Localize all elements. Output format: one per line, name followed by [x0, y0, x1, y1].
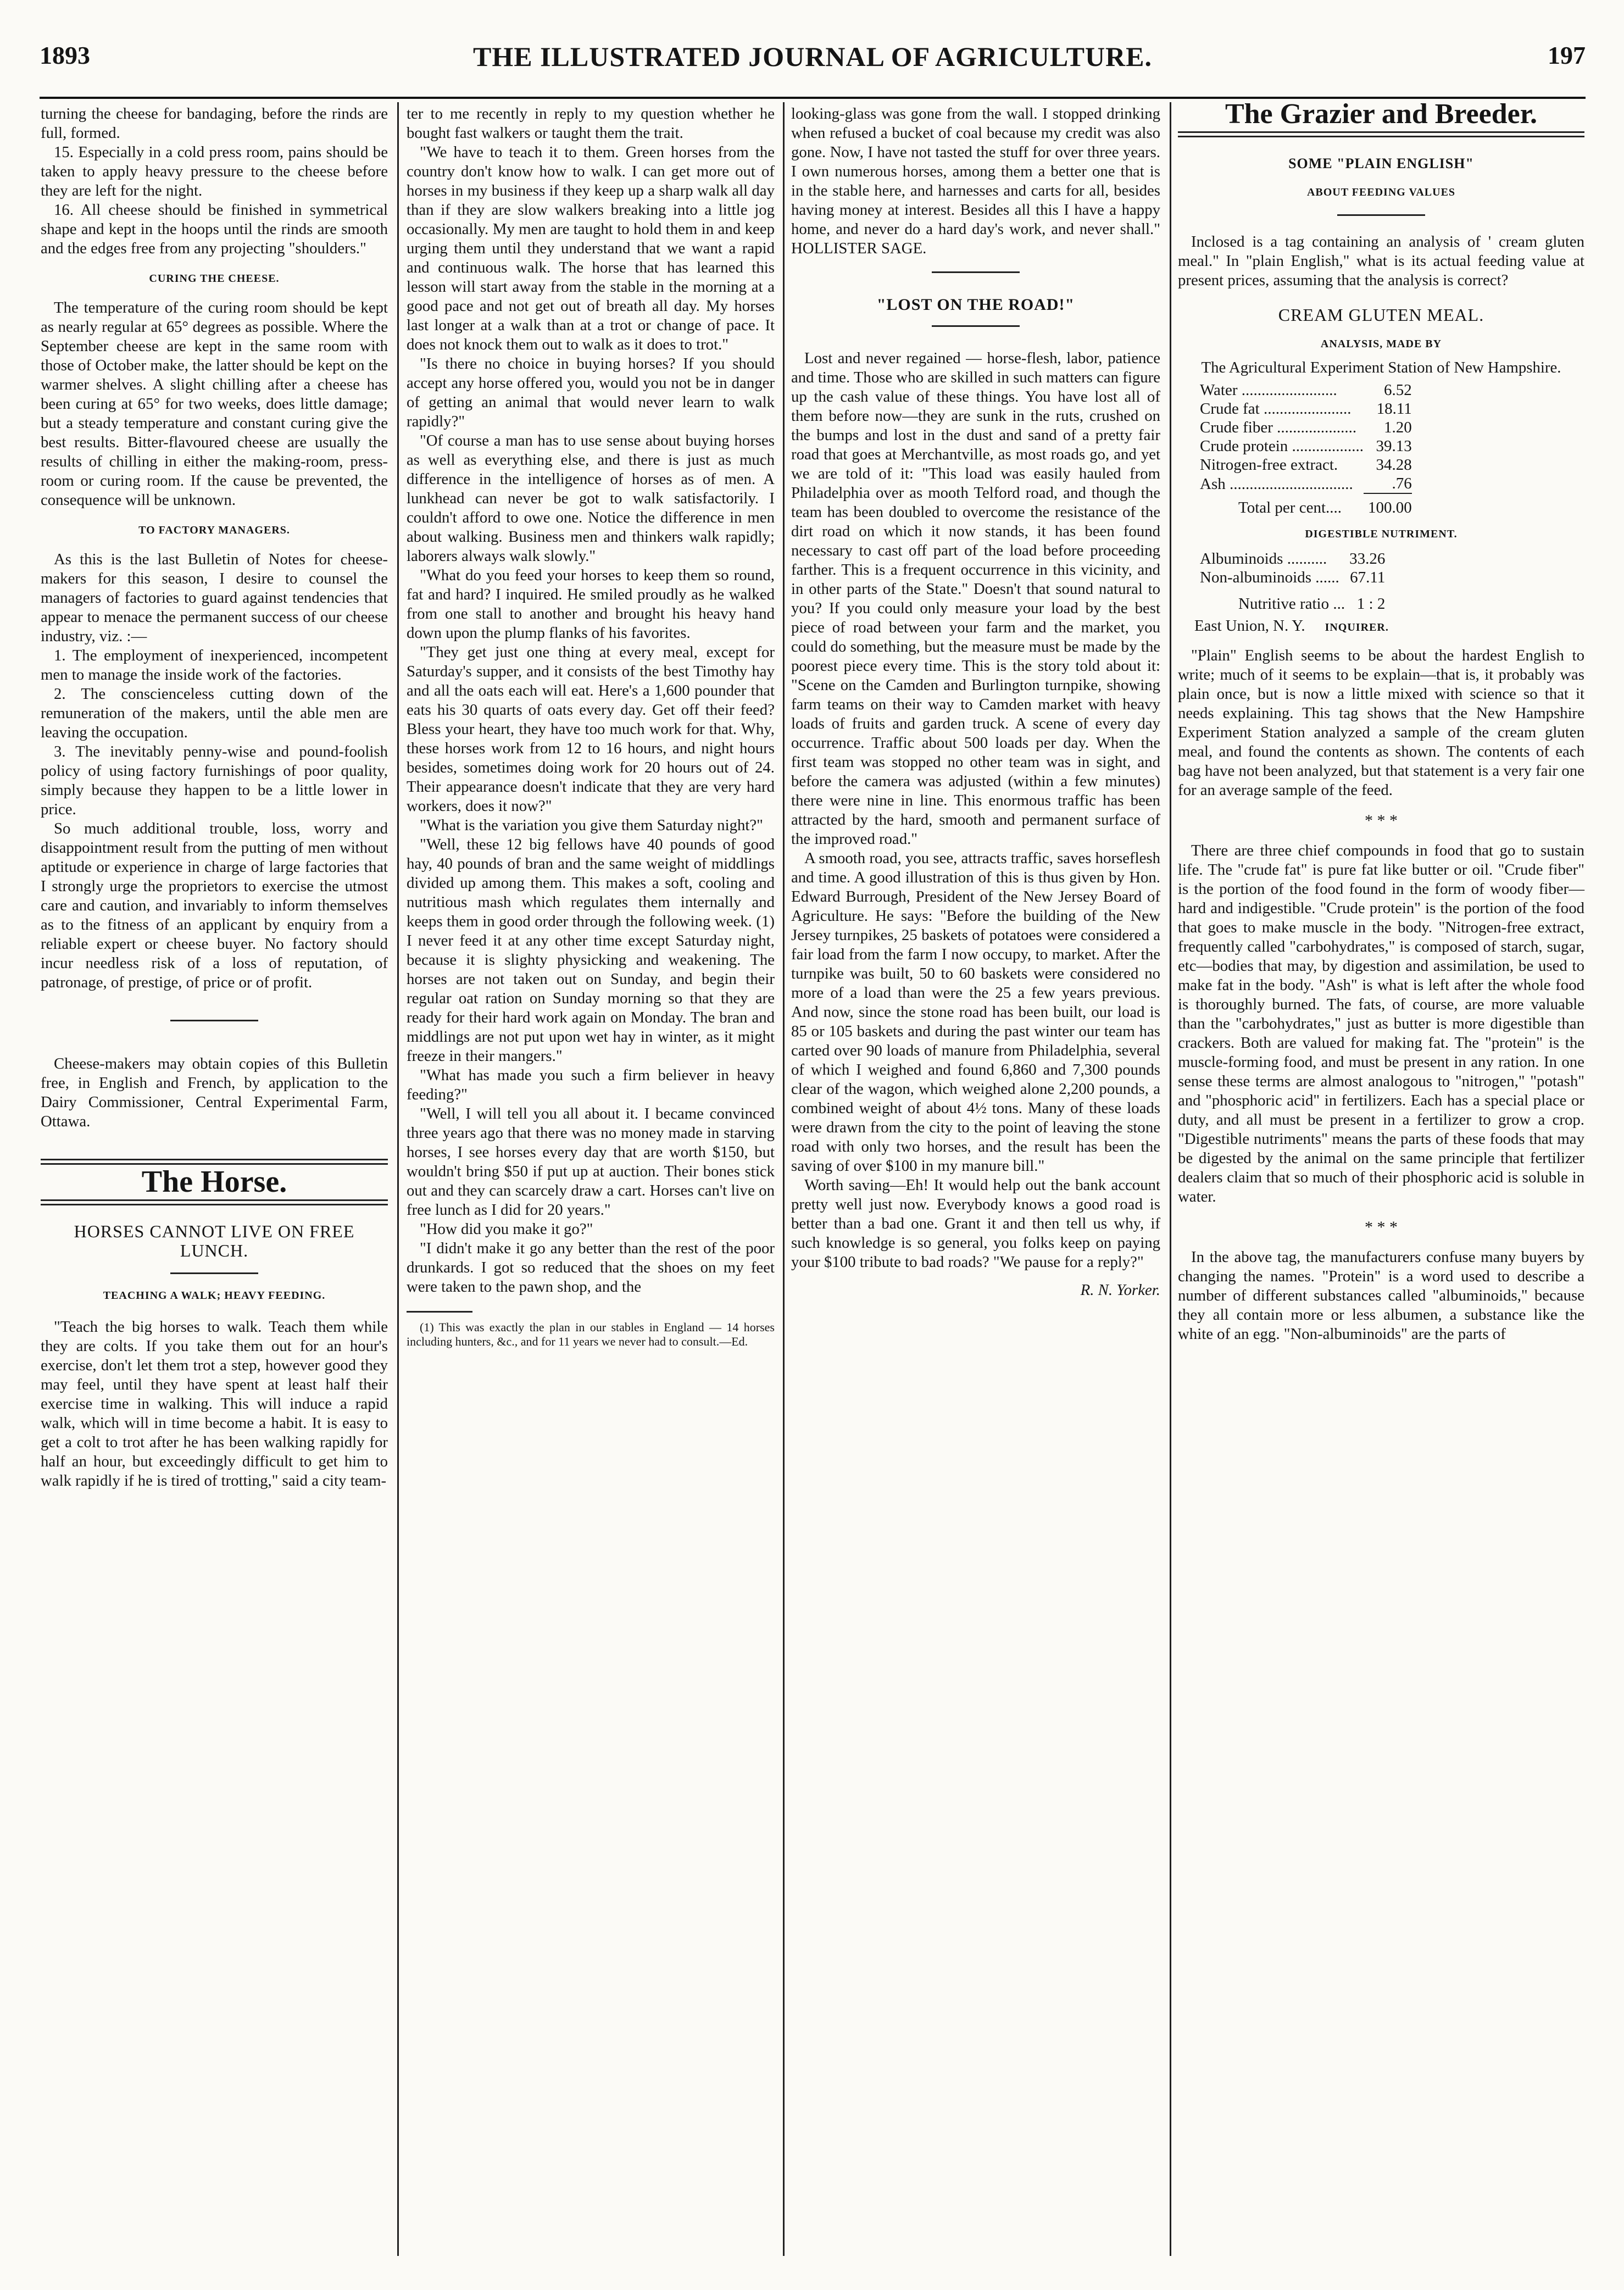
paragraph: 2. The conscienceless cutting down of the remuneration of the makers, until the able men are leaving the occupation. — [41, 685, 388, 741]
row-label: Albuminoids — [1200, 550, 1283, 568]
subheading-curing: CURING THE CHEESE. — [149, 273, 280, 285]
paragraph: "How did you make it go?" — [420, 1220, 593, 1238]
table-row — [1200, 437, 1412, 455]
header-year: 1893 — [40, 41, 90, 69]
article-title-plain-english: SOME "PLAIN ENGLISH" — [1288, 155, 1474, 171]
paragraph: "They get just one thing at every meal, except for Saturday's supper, and it consists of the best Timothy hay and all the oats each will eat. Here's a 1,600 pounder that eats his 30 quarts of oats every day. Get off their feed? Bless your heart, they have too much work for that. Why, these horses work from 12 to 16 hours, and night hours besides, sometimes doing work for 20 hours out of 24. Their appearance doesn't indicate that they are very hard workers, does it now?" — [407, 643, 775, 815]
total-row — [1200, 493, 1412, 517]
row-label: Crude fat — [1200, 400, 1260, 418]
digestible-table — [1200, 549, 1385, 613]
digestible-heading: DIGESTIBLE NUTRIMENT. — [1305, 528, 1458, 540]
row-value: 34.28 — [1376, 456, 1412, 474]
ratio-value: 1 : 2 — [1356, 595, 1386, 613]
table-row — [1200, 381, 1412, 399]
paragraph: 1. The employment of inexperienced, incompetent men to manage the inside work of the factories. — [41, 647, 388, 683]
paragraph: looking-glass was gone from the wall. I stopped drinking when refused a bucket of coal because my credit was also gone. Now, I have not tasted the stuff for over three years. I own numerous horses, among them a better one that is in the stable here, and harnesses and carts for all, besides having money at interest. Besides all this I have a happy home, and never do a hard day's work, and never shall." HOLLISTER SAGE. — [791, 105, 1160, 257]
total-label: Total per cent.... — [1238, 498, 1342, 516]
column-divider — [397, 102, 399, 2256]
place: East Union, N. Y. — [1194, 617, 1305, 635]
dot-leader: .................... — [1272, 419, 1357, 436]
table-row — [1200, 399, 1412, 418]
column-1 — [41, 104, 388, 1491]
section-rule — [1178, 131, 1584, 137]
row-value: .76 — [1392, 475, 1412, 492]
dot-leader: ............................... — [1225, 475, 1353, 493]
paragraph: "Well, these 12 big fellows have 40 pounds of good hay, 40 pounds of bran and the same weight of middlings divided up among them. This makes a soft, cooling and nutritious mash which regulates them internally and keeps them in good order through the following week. (1) I never feed it at any other time except Saturday night, because it is slighty physicking and weakening. The horses are not taken out on Sunday, and begin their regular oat ration on Sunday morning so that they are ready for their hard work again on Monday. The bran and middlings are not put upon wet hay in winter, as it might freeze in their mangers." — [407, 836, 775, 1065]
paragraph: 16. All cheese should be finished in symmetrical shape and kept in the hoops until the rinds are smooth and the edges free from any projecting "shoulders." — [41, 201, 388, 257]
footnote: (1) This was exactly the plan in our stables in England — 14 horses including hunters, &c., and for 11 years we never had to consult.—Ed. — [407, 1320, 775, 1348]
paragraph: As this is the last Bulletin of Notes for cheese-makers for this season, I desire to counsel the managers of factories to guard against tendencies that appear to menace the permanent success of our cheese industry, viz. :— — [41, 551, 388, 645]
dot-leader: .......... — [1283, 550, 1327, 568]
paragraph: Lost and never regained — horse-flesh, labor, patience and time. Those who are skilled in such matters can figure up the cash value of these things. You have lost all of them before now—they are sunk in the ruts, crushed on the bumps and lost in the dust and sand of a pretty fair road that goes at Merchantville, as most roads go, and yet we are told of it: "This load was easily hauled from Philadelphia over as mooth Telford road, and though the team has been doubled to overcome the resistance of the dirt road on which it now stands, it has been found necessary to cast off part of the load before proceeding farther. This is a frequent occurrence in this vicinity, and in other parts of the State." Doesn't that sound natural to you? If you could only measure your load by the best piece of road between your farm and the market, you could do something, but the measure must be made by the poorest piece every time. This is the story told about it: "Scene on the Camden and Burlington turnpike, showing farm teams on their way to Camden market with heavy loads of fruits and garden truck. A scene of every day occurrence. Traffic about 500 loads per day. When the first team was stopped no other team was in sight, and before the camera was adjusted (within a few minutes) there were nine in line. This enormous traffic has been attracted by the hard, smooth and permanent surface of the improved road." — [791, 349, 1161, 848]
subheading-factory: TO FACTORY MANAGERS. — [138, 524, 290, 536]
article-title-lost-road: "LOST ON THE ROAD!" — [876, 296, 1075, 314]
station-name: The Agricultural Experiment Station of New Hampshire. — [1201, 359, 1561, 376]
paragraph: "We have to teach it to them. Green horses from the country don't know how to walk. I can get more out of horses in my business if they keep up a sharp walk all day than if they are slow walkers breaking into a little jog occasionally. My men are taught to hold them in and keep urging them until they understand that we want a rapid and continuous walk. The horse that has learned this lesson will start away from the stable in the morning at a good pace and not get out of breath all day. My horses last longer at a walk than at a trot or change of pace. It does not knock them out to walk as it does to trot." — [407, 143, 775, 353]
paragraph: Inclosed is a tag containing an analysis of ' cream gluten meal." In "plain English," what is its actual feeding value at present prices, assuming that the analysis is correct? — [1178, 233, 1584, 289]
table-row — [1200, 474, 1412, 493]
paragraph: "I didn't make it go any better than the rest of the poor drunkards. I got so reduced that the shoes on my feet were taken to the pawn shop, and the — [407, 1240, 775, 1296]
inquirer-line — [1194, 616, 1584, 637]
paragraph: "What has made you such a firm believer in heavy feeding?" — [407, 1066, 775, 1103]
section-heading-grazier: The Grazier and Breeder. — [1225, 98, 1538, 130]
paragraph: Worth saving—Eh! It would help out the bank account pretty well just now. Everybody knows a good road is better than a bad one. Grant it and then tell us why, if such knowledge is so general, you folks keep on paying your $100 tribute to bad roads? "We pause for a reply?" — [791, 1176, 1160, 1271]
dot-leader: ...................... — [1259, 400, 1352, 418]
short-rule — [932, 271, 1020, 273]
row-value: 39.13 — [1376, 437, 1412, 455]
paragraph: "Is there no choice in buying horses? If you should accept any horse offered you, would you not be in danger of getting an animal that would never learn to walk rapidly?" — [407, 355, 775, 430]
paragraph: ter to me recently in reply to my question whether he bought fast walkers or taught them the trait. — [407, 105, 775, 142]
dot-leader: .................. — [1288, 437, 1364, 455]
paragraph: The temperature of the curing room should be kept as nearly regular at 65° degrees as possible. Where the September cheese are kept in the same room with those of October make, the latter should be kept on the warmer shelves. A slight chilling after a cheese has been curing at 65° for two weeks, does little damage; but a steady temperature and constant curing give the best results. Bitter-flavoured cheese are usually the results of chilling in either the making-room, press-room or curing room. If the cause be prevented, the consequence will be unknown. — [41, 299, 388, 509]
row-value: 67.11 — [1350, 569, 1386, 586]
page-number: 197 — [1548, 41, 1586, 69]
short-rule — [170, 1020, 258, 1021]
short-rule — [1337, 214, 1425, 216]
row-label: Water — [1200, 381, 1238, 399]
paragraph: 15. Especially in a cold press room, pains should be taken to apply heavy pressure to the cheese before they are left for the night. — [41, 143, 388, 199]
row-value: 1.20 — [1384, 419, 1412, 436]
paragraph: "Teach the big horses to walk. Teach them while they are colts. If you take them out for an hour's exercise, don't let them trot a step, however good they may feel, until they have spent at least half their exercise time in walking. This will induce a rapid walk, which will in time become a habit. It is easy to get a colt to trot after he has been walking rapidly for half an hour, but exceedingly difficult to get him to walk rapidly if he is tired of trotting," said a city team- — [41, 1318, 388, 1489]
analysis-table — [1200, 381, 1412, 517]
column-3 — [791, 104, 1160, 1300]
row-label: Crude protein — [1200, 437, 1288, 455]
inquirer-label: INQUIRER. — [1325, 621, 1389, 633]
ratio-row — [1200, 587, 1385, 613]
paragraph: Cheese-makers may obtain copies of this Bulletin free, in English and French, by application to the Dairy Commissioner, Central Experimental Farm, Ottawa. — [41, 1055, 388, 1130]
article-subtitle: ABOUT FEEDING VALUES — [1306, 186, 1456, 198]
paragraph: "Plain" English seems to be about the hardest English to write; much of it seems to be explain—that is, it probably was plain once, but is now a little mixed with science so that it needs explaining. This tag shows that the New Hampshire Experiment Station analyzed a sample of the cream gluten meal, and found the contents as shown. The contents of each bag have not been analyzed, but that statement is a very fair one for an average sample of the feed. — [1178, 647, 1584, 799]
footnote-rule — [407, 1311, 472, 1313]
dot-leader: ........................ — [1237, 381, 1337, 399]
paragraph: 3. The inevitably penny-wise and pound-foolish policy of using factory furnishings of poor quality, simply because they happen to be a little lower in price. — [41, 743, 388, 818]
row-value: 18.11 — [1376, 400, 1412, 418]
paragraph: turning the cheese for bandaging, before the rinds are full, formed. — [41, 105, 388, 142]
paragraph: A smooth road, you see, attracts traffic, saves horseflesh and time. A good illustration of this is thus given by Hon. Edward Burrough, President of the New Jersey Board of Agriculture. He says: "Before the building of the New Jersey turnpikes, 25 baskets of potatoes were considered a fair load from the farm I now occupy, to market. After the turnpike was built, 50 to 60 baskets were considered no more of a load than were the 25 a few years previous. And now, since the stone road has been built, our load is 85 or 105 baskets and during the past winter our team has carted over 90 loads of manure from Philadelphia, several of which I weighed and found 6,860 and 7,300 pounds clear of the wagon, which weighed alone 2,200 pounds, a combined weight of about 4½ tons. Many of these loads were drawn from the city to the point of leaving the stone road with only two horses, and the result has been the saving of over $100 in my manure bill." — [791, 849, 1161, 1175]
row-value: 33.26 — [1349, 550, 1386, 568]
page-header — [40, 41, 1586, 74]
section-stars: * * * — [1365, 811, 1398, 830]
section-stars: * * * — [1365, 1218, 1398, 1236]
article-title: HORSES CANNOT LIVE ON FREE LUNCH. — [74, 1221, 355, 1260]
article-subtitle: TEACHING A WALK; HEAVY FEEDING. — [103, 1289, 326, 1302]
section-heading-horse: The Horse. — [141, 1165, 287, 1199]
table-row — [1200, 568, 1385, 587]
signature: R. N. Yorker. — [1080, 1281, 1160, 1299]
row-value: 6.52 — [1384, 381, 1412, 399]
paragraph: In the above tag, the manufacturers confuse many buyers by changing the names. "Protein" is a word used to describe a number of different substances called "albuminoids," because they all contain more or less albumen, a substance like the white of an egg. "Non-albuminoids" are the parts of — [1178, 1248, 1584, 1343]
short-rule — [932, 325, 1020, 327]
paragraph: "What is the variation you give them Saturday night?" — [420, 816, 763, 834]
dot-leader: ...... — [1311, 569, 1339, 586]
column-2 — [407, 104, 775, 1349]
total-value: 100.00 — [1364, 493, 1412, 517]
table-row — [1200, 418, 1412, 437]
journal-title: THE ILLUSTRATED JOURNAL OF AGRICULTURE. — [472, 41, 1153, 72]
ratio-label: Nutritive ratio ... — [1238, 595, 1345, 613]
row-label: Non-albuminoids — [1200, 569, 1311, 586]
meal-title: CREAM GLUTEN MEAL. — [1278, 305, 1484, 325]
row-label: Crude fiber — [1200, 419, 1273, 436]
analysis-by: ANALYSIS, MADE BY — [1320, 338, 1442, 350]
column-divider — [783, 102, 785, 2256]
table-row — [1200, 549, 1385, 568]
row-label: Ash — [1200, 475, 1226, 493]
paragraph: So much additional trouble, loss, worry and disappointment result from the putting of men without aptitude or experience in charge of large factories that I strongly urge the proprietors to exercise the utmost care and caution, and invariably to inform themselves as to the fitness of an applicant by enquiry from a reliable expert or cheese buyer. No factory should incur needless risk of a loss of reputation, of patronage, of prestige, of price or of profit. — [41, 820, 388, 991]
paragraph: There are three chief compounds in food that go to sustain life. The "crude fat" is pure fat like butter or oil. "Crude fiber" is the portion of the food found in the form of woody fiber—hard and indigestible. "Crude protein" is the portion of the food that goes to make muscle in the body. "Nitrogen-free extract, frequently called "carbohydrates," is composed of starch, sugar, etc—bodies that may, by digestion and assimilation, be used to make fat in the body. "Ash" is what is left after the whole food is thoroughly burned. The fats, of course, are more valuable than the "carbohydrates," just as butter is more digestible than crackers. Both are valued for making fat. The "protein" is the muscle-forming food, and must be present in any ration. In one sense these terms are almost analogous to "nitrogen," "potash" and "phosphoric acid" in fertilizers. Each has a special place or duty, and all must be present in a fertilizer to grow a crop. "Digestible nutriments" means the parts of these foods that may be digested by the animal on the same principle that fertilizer dealers claim that so much of their phosphoric acid is soluble in water. — [1178, 842, 1584, 1205]
paragraph: "What do you feed your horses to keep them so round, fat and hard? I inquired. He smiled proudly as he walked from one stall to another and brought his heavy hand down upon the plump flanks of his favorites. — [407, 566, 775, 642]
column-4 — [1178, 98, 1584, 1344]
section-rule — [41, 1199, 388, 1205]
section-rule — [41, 1159, 388, 1165]
column-divider — [1170, 102, 1171, 2256]
paragraph: "Of course a man has to use sense about buying horses as well as everything else, and there is just as much difference in the intelligence of horses as of men. A lunkhead can never be got to walk satisfactorily. I couldn't afford to owe one. Notice the difference in men about walking. Business men and thinkers walk rapidly; laborers always walk slowly." — [407, 432, 775, 565]
row-label: Nitrogen-free extract. — [1200, 456, 1338, 474]
paragraph: "Well, I will tell you all about it. I became convinced three years ago that there was no money made in starving horses, I see horses every day that are worth $150, but wouldn't bring $50 if put up at auction. Their bones stick out and they can scarcely draw a cart. Horses can't live on free lunch as I did for 20 years." — [407, 1105, 775, 1219]
short-rule — [170, 1272, 258, 1274]
table-row — [1200, 455, 1412, 474]
